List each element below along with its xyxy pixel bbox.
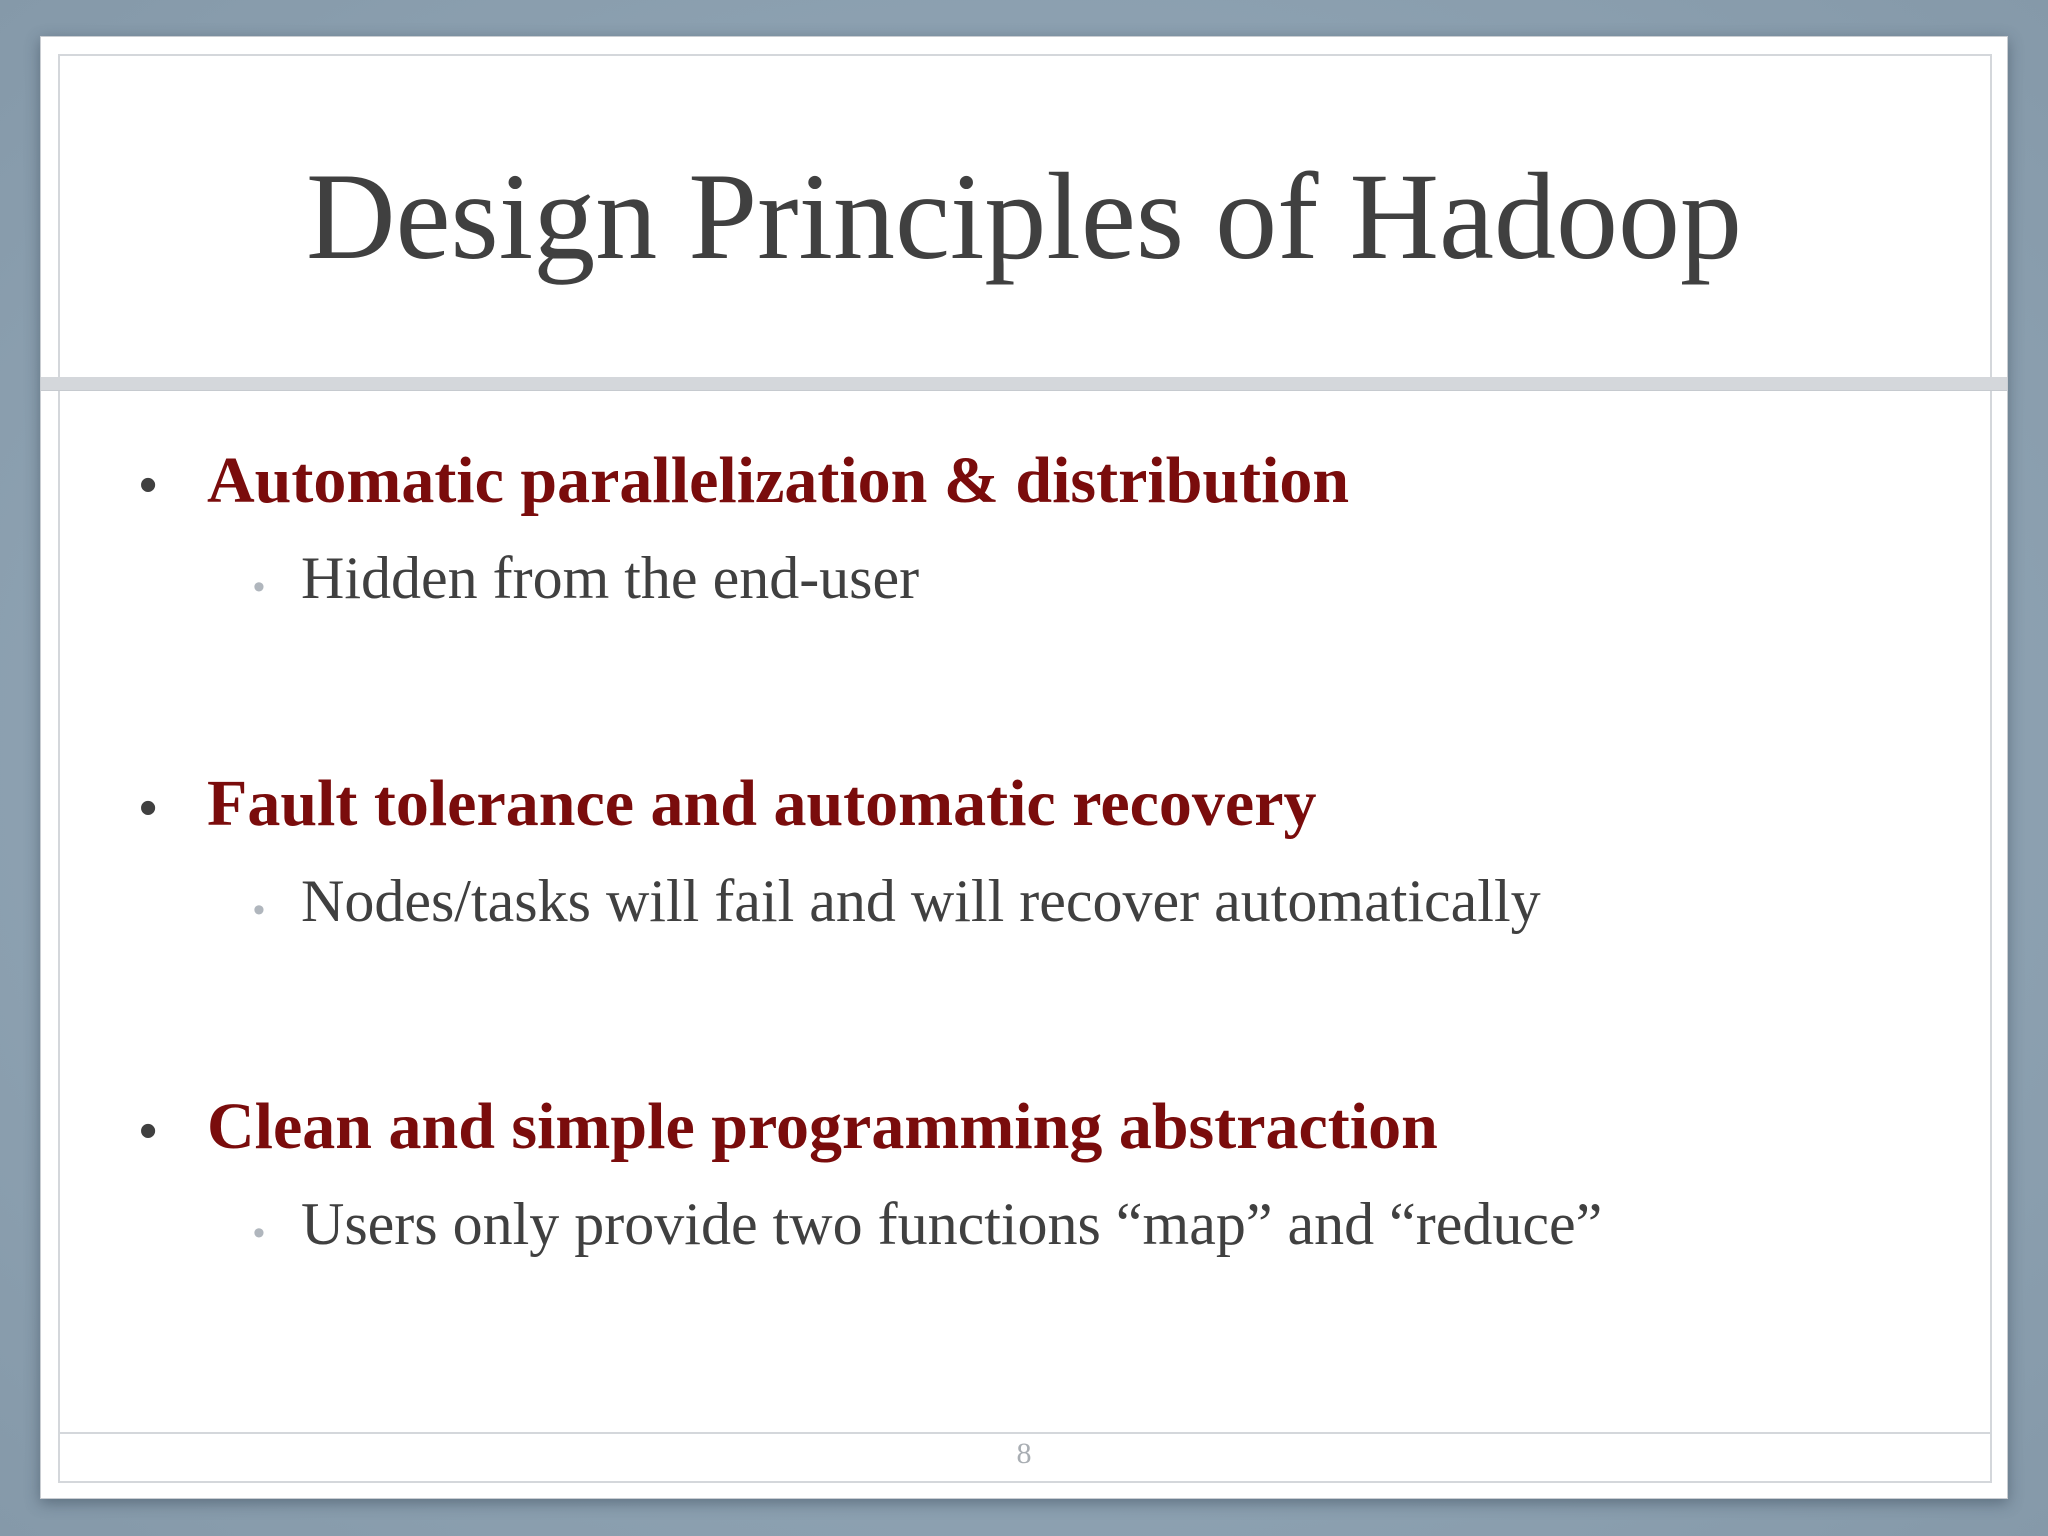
bullet-item	[129, 427, 1909, 750]
sub-bullet-text: Users only provide two functions “map” and “reduce”	[301, 1191, 1603, 1257]
sub-bullet-icon: •	[253, 891, 265, 929]
sub-bullet-text: Nodes/tasks will fail and will recover automatically	[301, 868, 1541, 934]
bullet-icon: •	[139, 456, 158, 514]
bullet-icon: •	[139, 779, 158, 837]
bullet-item	[129, 750, 1909, 1073]
bullet-item	[129, 1073, 1909, 1396]
slide	[40, 36, 2008, 1499]
bullet-list	[129, 427, 1909, 1396]
sub-bullet-icon: •	[253, 568, 265, 606]
slide-title: Design Principles of Hadoop	[305, 148, 1743, 285]
title-area	[41, 37, 2007, 377]
bullet-heading: Clean and simple programming abstraction	[207, 1090, 1438, 1163]
footer-divider	[58, 1432, 1992, 1434]
bullet-heading: Fault tolerance and automatic recovery	[207, 767, 1317, 840]
sub-bullet-icon: •	[253, 1214, 265, 1252]
page-number: 8	[1016, 1437, 1032, 1470]
title-divider	[41, 377, 2007, 391]
bullet-icon: •	[139, 1102, 158, 1160]
bullet-heading: Automatic parallelization & distribution	[207, 444, 1350, 517]
sub-bullet-text: Hidden from the end-user	[301, 545, 920, 611]
